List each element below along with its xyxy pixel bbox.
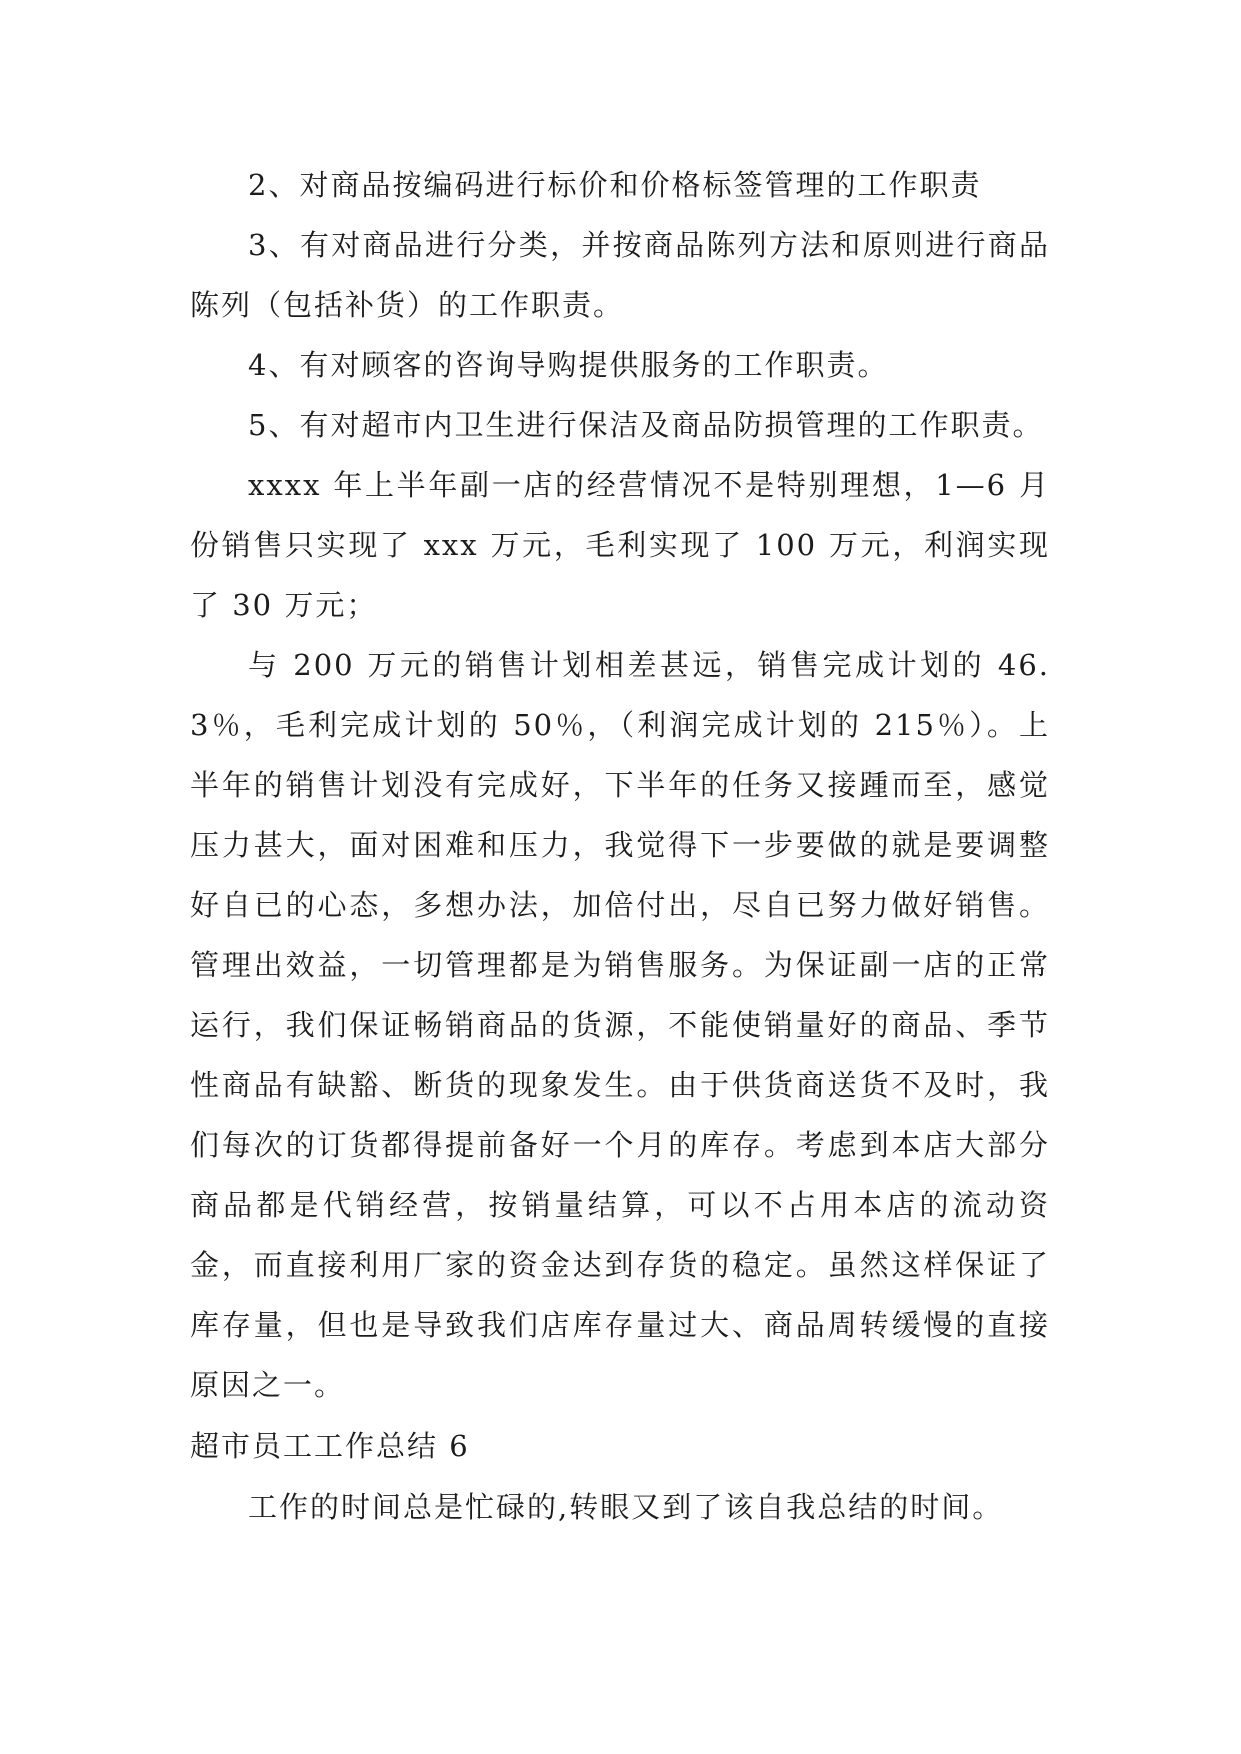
section-heading: 超市员工工作总结 6 bbox=[190, 1429, 470, 1463]
paragraph-duty-3: 3、有对商品进行分类，并按商品陈列方法和原则进行商品陈列（包括补货）的工作职责。 bbox=[190, 228, 1050, 322]
paragraph-duty-5: 5、有对超市内卫生进行保洁及商品防损管理的工作职责。 bbox=[248, 408, 1044, 442]
paragraph-duty-4: 4、有对顾客的咨询导购提供服务的工作职责。 bbox=[248, 348, 889, 382]
document-body bbox=[190, 155, 1050, 1537]
paragraph-first-half-results: xxxx 年上半年副一店的经营情况不是特别理想，1—6 月份销售只实现了 xxx 万元，毛利实现了 100 万元，利润实现了 30 万元； bbox=[190, 468, 1050, 622]
paragraph-duty-2: 2、对商品按编码进行标价和价格标签管理的工作职责 bbox=[248, 168, 982, 202]
paragraph-closing: 工作的时间总是忙碌的,转眼又到了该自我总结的时间。 bbox=[248, 1490, 1004, 1524]
paragraph-sales-plan-analysis: 与 200 万元的销售计划相差甚远，销售完成计划的 46.3％，毛利完成计划的 50％，（利润完成计划的 215％）。上半年的销售计划没有完成好，下半年的任务又接踵而至，感觉压力甚大，面对困难和压力，我觉得下一步要做的就是要调整好自已的心态，多想办法，加倍付出，尽自已努力做好销售。管理出效益，一切管理都是为销售服务。为保证副一店的正常运行，我们保证畅销商品的货源，不能使销量好的商品、季节性商品有缺豁、断货的现象发生。由于供货商送货不及时，我们每次的订货都得提前备好一个月的库存。考虑到本店大部分商品都是代销经营，按销量结算，可以不占用本店的流动资金，而直接利用厂家的资金达到存货的稳定。虽然这样保证了库存量，但也是导致我们店库存量过大、商品周转缓慢的直接原因之一。 bbox=[190, 648, 1050, 1402]
